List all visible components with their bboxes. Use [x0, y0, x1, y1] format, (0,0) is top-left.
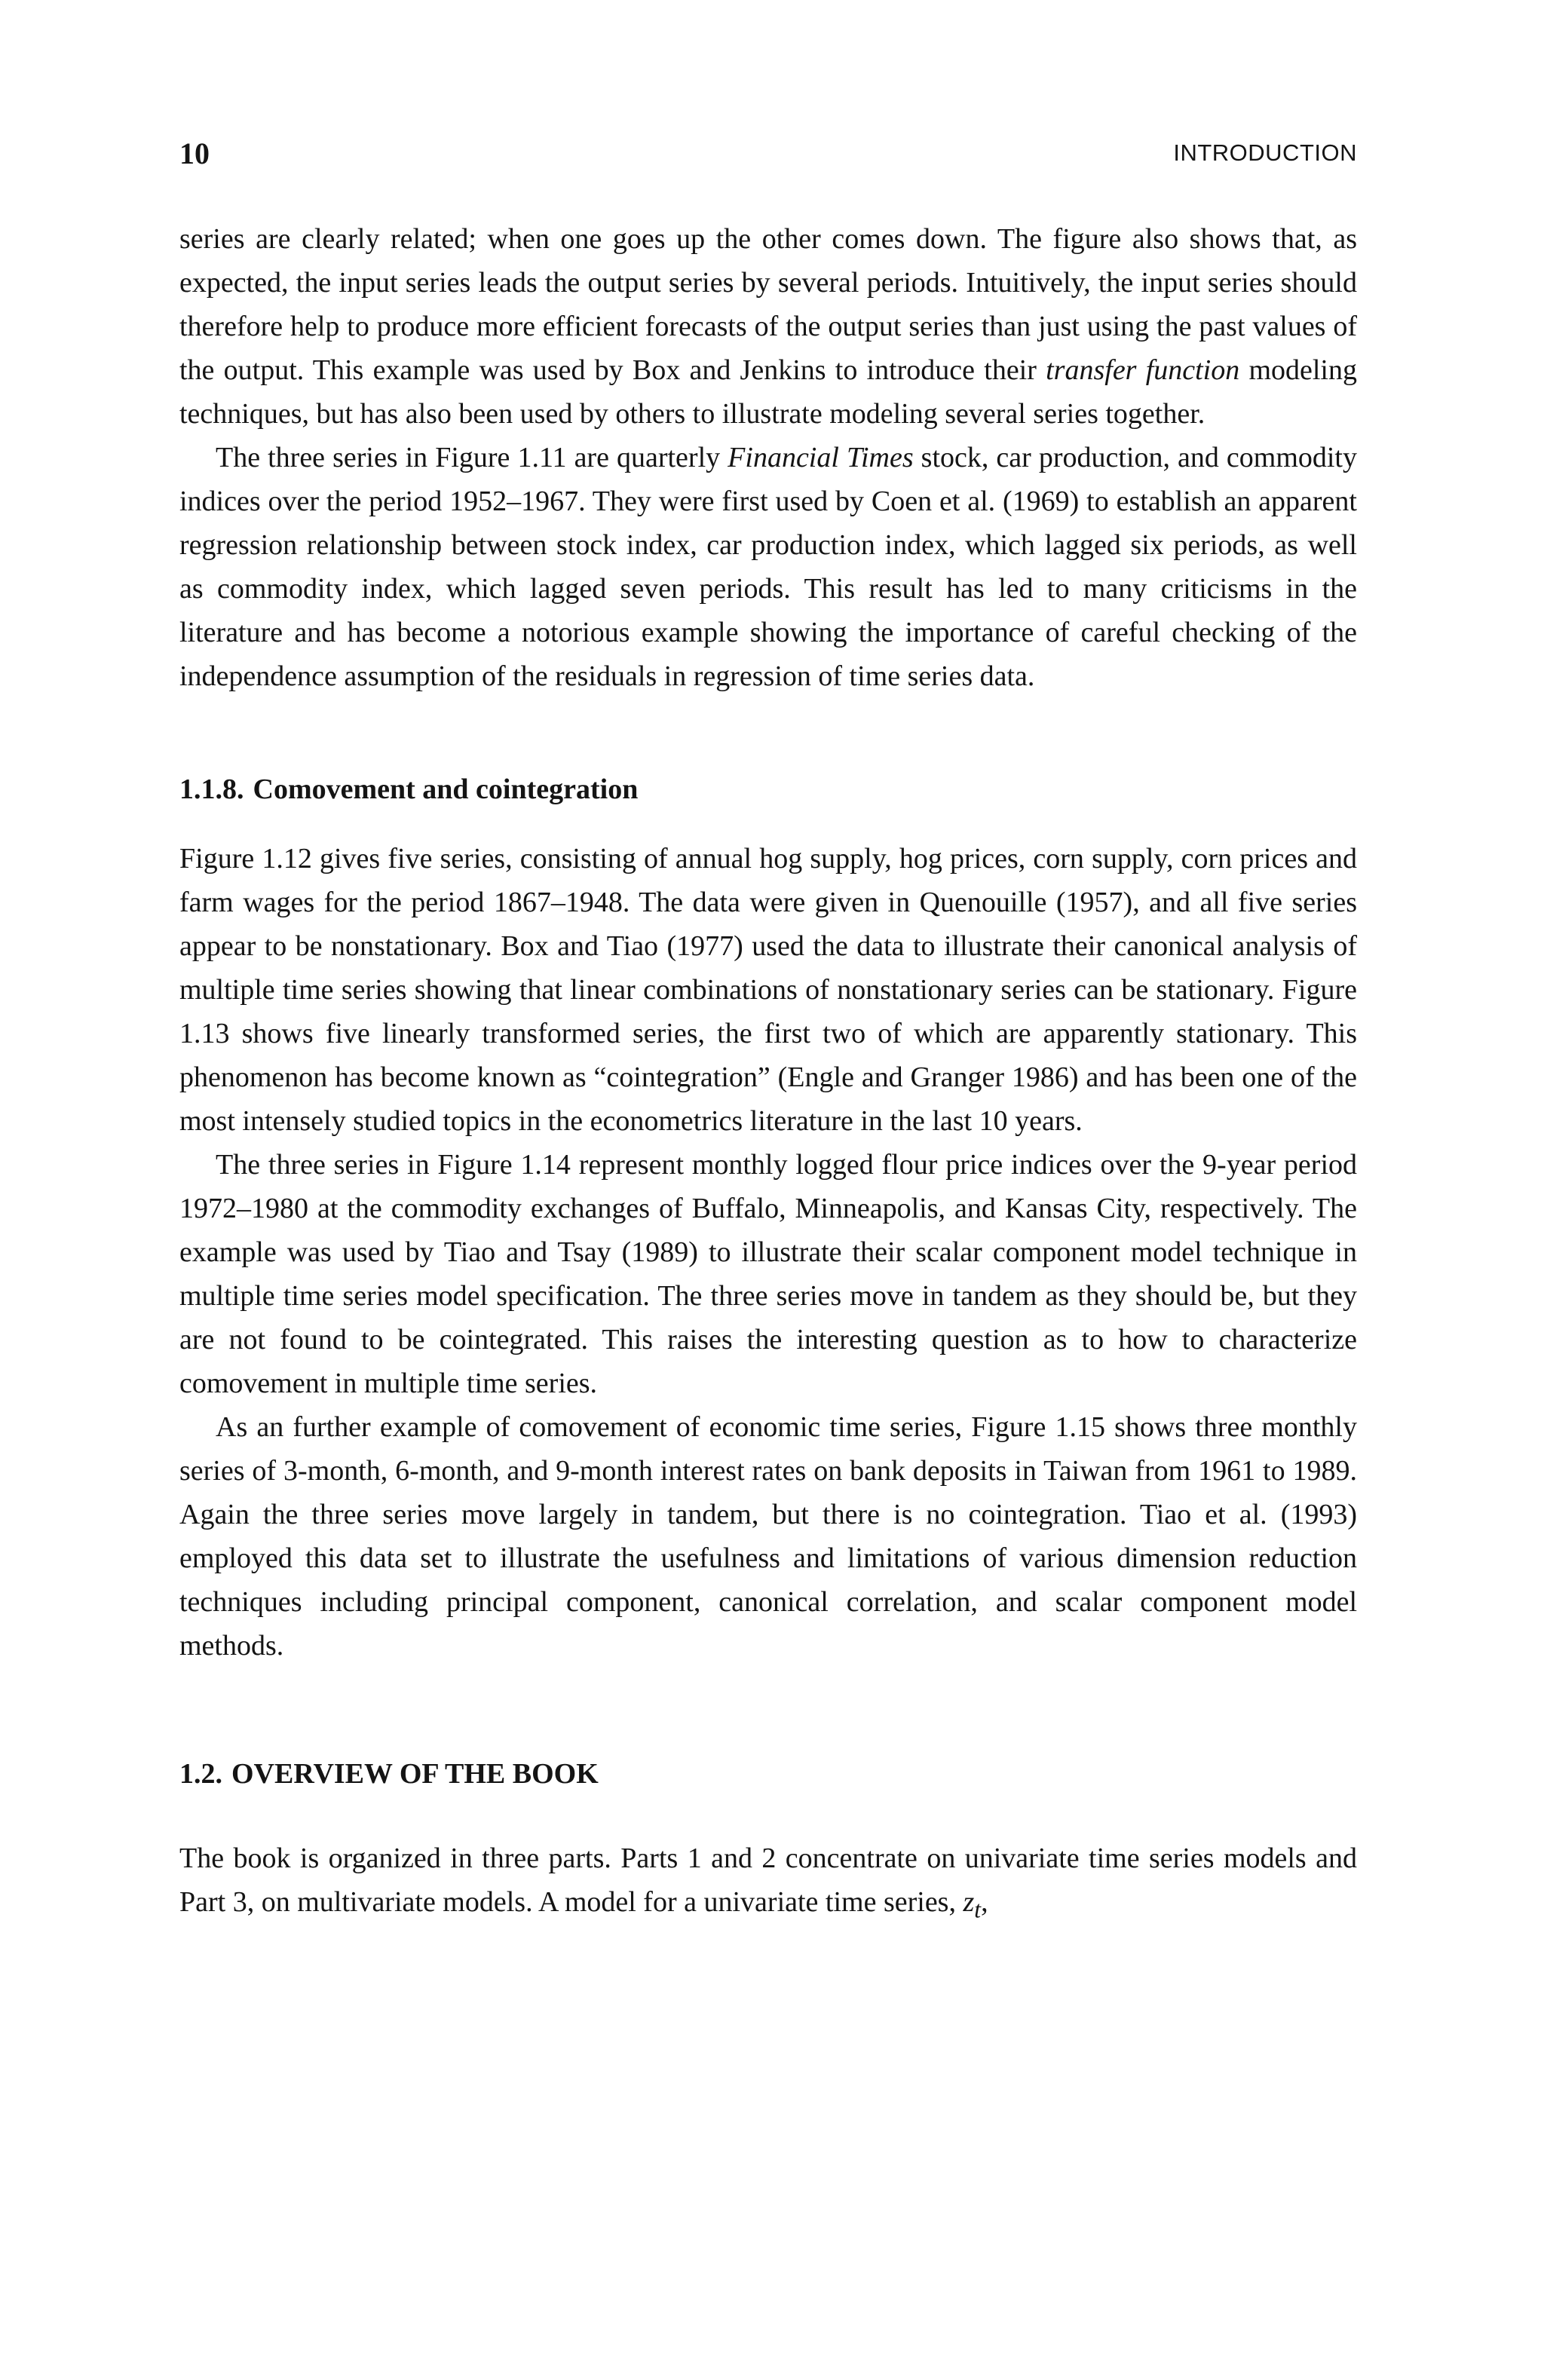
italic-term: transfer function: [1046, 354, 1240, 386]
paragraph-text: series are clearly related; when one goes up the other comes down. The figure also shows that, as expected, the input series leads the output series by several periods. Intuitively, the input series should therefore help to produce more efficient forecasts of the output series than just using the past values of the output. This example was used by Box and Jenkins to introduce their: [179, 223, 1357, 386]
book-page: [179, 136, 1357, 1932]
paragraph-interest-rates: As an further example of comovement of economic time series, Figure 1.15 shows three monthly series of 3-month, 6-month, and 9-month interest rates on bank deposits in Taiwan from 1961 to 1989. Again the three series move largely in tandem, but there is no cointegration. Tiao et al. (1993) employed this data set to illustrate the usefulness and limitations of various dimension reduction techniques including principal component, canonical correlation, and scalar component model methods.: [179, 1411, 1357, 1662]
paragraph-book-overview: [179, 1836, 1357, 1932]
paragraph-text: modeling techniques, but has also been used by others to illustrate modeling several series together.: [179, 354, 1357, 430]
section-number: 1.1.8.: [179, 773, 244, 805]
page-number: 10: [179, 136, 210, 170]
paragraph-cointegration: Figure 1.12 gives five series, consisting of annual hog supply, hog prices, corn supply, corn prices and farm wages for the period 1867–1948. The data were given in Quenouille (1957), and all five series appear to be nonstationary. Box and Tiao (1977) used the data to illustrate their canonical analysis of multiple time series showing that linear combinations of nonstationary series can be stationary. Figure 1.13 shows five linearly transformed series, the first two of which are apparently stationary. This phenomenon has become known as “cointegration” (Engle and Granger 1986) and has been one of the most intensely studied topics in the econometrics literature in the last 10 years.: [179, 843, 1357, 1137]
running-title: INTRODUCTION: [1173, 139, 1357, 166]
chapter-title: OVERVIEW OF THE BOOK: [231, 1758, 599, 1790]
italic-term: Financial Times: [728, 442, 914, 473]
chapter-heading: [179, 1752, 1357, 1796]
paragraph-transfer-function: [179, 217, 1357, 436]
section-title: Comovement and cointegration: [253, 773, 639, 805]
paragraph-text: ,: [981, 1886, 988, 1918]
section-heading: [179, 767, 1357, 811]
paragraph-text: The book is organized in three parts. Parts 1 and 2 concentrate on univariate time series models and Part 3, on multivariate models. A model for a univariate time series,: [179, 1842, 1357, 1918]
paragraph-flour-prices: The three series in Figure 1.14 represent monthly logged flour price indices over the 9-year period 1972–1980 at the commodity exchanges of Buffalo, Minneapolis, and Kansas City, respectively. The example was used by Tiao and Tsay (1989) to illustrate their scalar component model technique in multiple time series model specification. The three series move in tandem as they should be, but they are not found to be cointegrated. This raises the interesting question as to how to characterize comovement in multiple time series.: [179, 1149, 1357, 1399]
paragraph-text: The three series in Figure 1.11 are quarterly: [216, 442, 728, 473]
math-variable: z: [963, 1886, 975, 1918]
math-subscript: t: [974, 1896, 982, 1923]
paragraph-financial-times: [179, 436, 1357, 698]
paragraph-text: stock, car production, and commodity indices over the period 1952–1967. They were first used by Coen et al. (1969) to establish an apparent regression relationship between stock index, car production index, which lagged six periods, as well as commodity index, which lagged seven periods. This result has led to many criticisms in the literature and has become a notorious example showing the importance of careful checking of the independence assumption of the residuals in regression of time series data.: [179, 442, 1357, 692]
chapter-number: 1.2.: [179, 1758, 222, 1790]
running-head: [179, 136, 1357, 188]
